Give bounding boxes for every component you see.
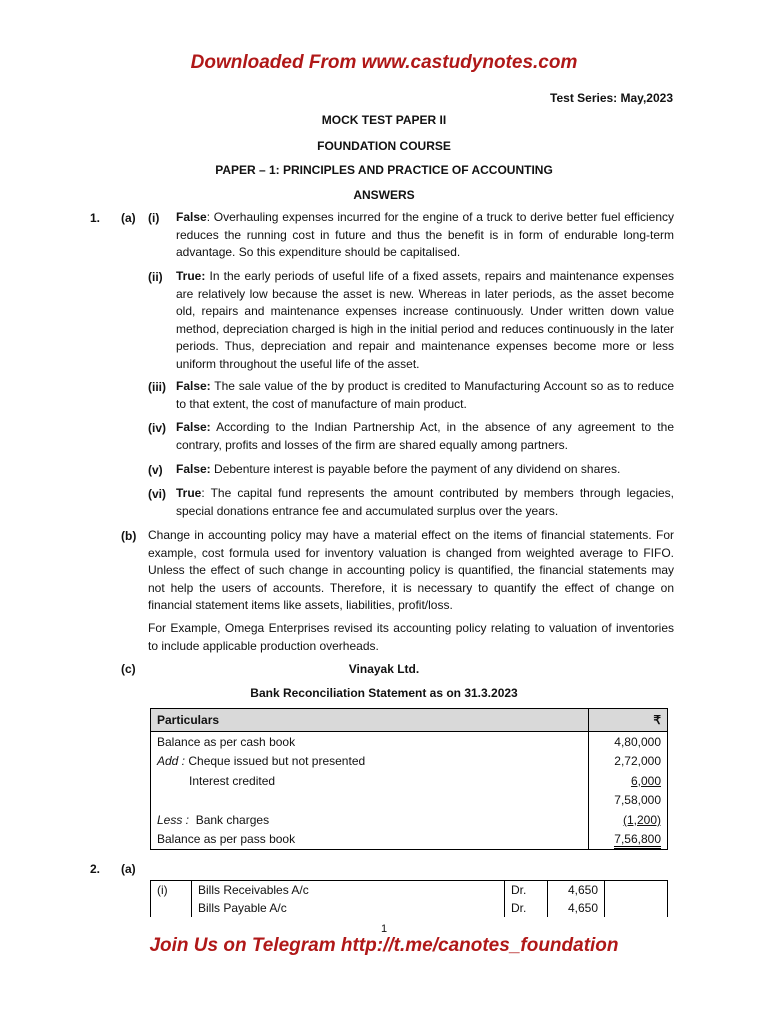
test-series: Test Series: May,2023 (550, 91, 673, 105)
answer-item: False: Debenture interest is payable before the payment of any dividend on shares. (176, 462, 621, 476)
item-label: (vi) (148, 487, 166, 501)
table-row: Add : Cheque issued but not presented 2,72,000 (151, 752, 668, 772)
table-row: (i) Bills Receivables A/c Dr. 4,650 (151, 881, 668, 900)
item-label: (ii) (148, 270, 163, 284)
table-row: Balance as per cash book 4,80,000 (151, 732, 668, 752)
q2-a-label: (a) (121, 862, 136, 876)
answer-item: False: The sale value of the by product is credited to Manufacturing Account so as to reduce to that extent, the cost of manufacture of main product. (176, 379, 674, 411)
q1-a-label: (a) (121, 211, 136, 225)
title-answers: ANSWERS (353, 188, 415, 202)
answer-item: False: Overhauling expenses incurred for the engine of a truck to derive better fuel efficiency reduces the running cost in future and thus the benefit is in form of endurable long-term advantage. So this expenditure should be capitalised. (176, 210, 674, 259)
title-course: FOUNDATION COURSE (317, 139, 451, 153)
q1-b-label: (b) (121, 529, 137, 543)
telegram-banner: Join Us on Telegram http://t.me/canotes_foundation (149, 935, 619, 956)
q1-number: 1. (90, 211, 101, 225)
amount-header: ₹ (589, 709, 668, 732)
answer-b-text: Change in accounting policy may have a material effect on the items of financial statements. For example, cost formula used for inventory valuation is changed from weighted average to FIFO. Unless the effect of such change in accounting policy is quantified, the financial statements may not help the users of accounts. Therefore, it is necessary to quantify the effect of change on financial statement items like assets, liabilities, profit/loss. (148, 528, 674, 612)
brs-title: Bank Reconciliation Statement as on 31.3.2023 (250, 686, 518, 700)
table-row: 7,58,000 (151, 791, 668, 811)
download-banner: Downloaded From www.castudynotes.com (190, 52, 578, 73)
q1-c-label: (c) (121, 662, 136, 676)
table-row: Balance as per pass book 7,56,800 (151, 830, 668, 850)
bank-reconciliation-table (150, 708, 668, 850)
answer-b-example: For Example, Omega Enterprises revised its accounting policy relating to valuation of inventories to include applicable production overheads. (148, 621, 674, 653)
answer-item: True: In the early periods of useful life of a fixed assets, repairs and maintenance expenses are relatively low because the asset is new. Whereas in later periods, as the asset become old, repairs and maintenance expenses increase continuously. Under written down value method, depreciation charged is high in the initial period and reduces continuously in the later periods. Thus, depreciation and repair and maintenance expenses become more or less uniform throughout the useful life of the asset. (176, 269, 674, 371)
table-row: Bills Payable A/c Dr. 4,650 (151, 899, 668, 917)
item-label: (i) (148, 211, 160, 225)
page-number: 1 (380, 923, 388, 935)
q2-number: 2. (90, 862, 101, 876)
answer-item: False: According to the Indian Partnership Act, in the absence of any agreement to the contrary, profits and losses of the firm are shared equally among partners. (176, 420, 674, 452)
item-label: (iii) (148, 380, 166, 394)
title-paper: PAPER – 1: PRINCIPLES AND PRACTICE OF ACCOUNTING (215, 163, 553, 177)
particulars-header: Particulars (151, 709, 589, 732)
item-label: (v) (148, 463, 163, 477)
table-row: Interest credited 6,000 (151, 771, 668, 791)
item-label: (iv) (148, 421, 166, 435)
journal-table (150, 880, 668, 917)
title-mock-test: MOCK TEST PAPER II (321, 113, 447, 127)
answer-item: True: The capital fund represents the amount contributed by members through legacies, special donations entrance fee and accumulated surplus over the years. (176, 486, 674, 518)
table-row: Less : Bank charges (1,200) (151, 810, 668, 830)
company-name: Vinayak Ltd. (348, 662, 420, 676)
